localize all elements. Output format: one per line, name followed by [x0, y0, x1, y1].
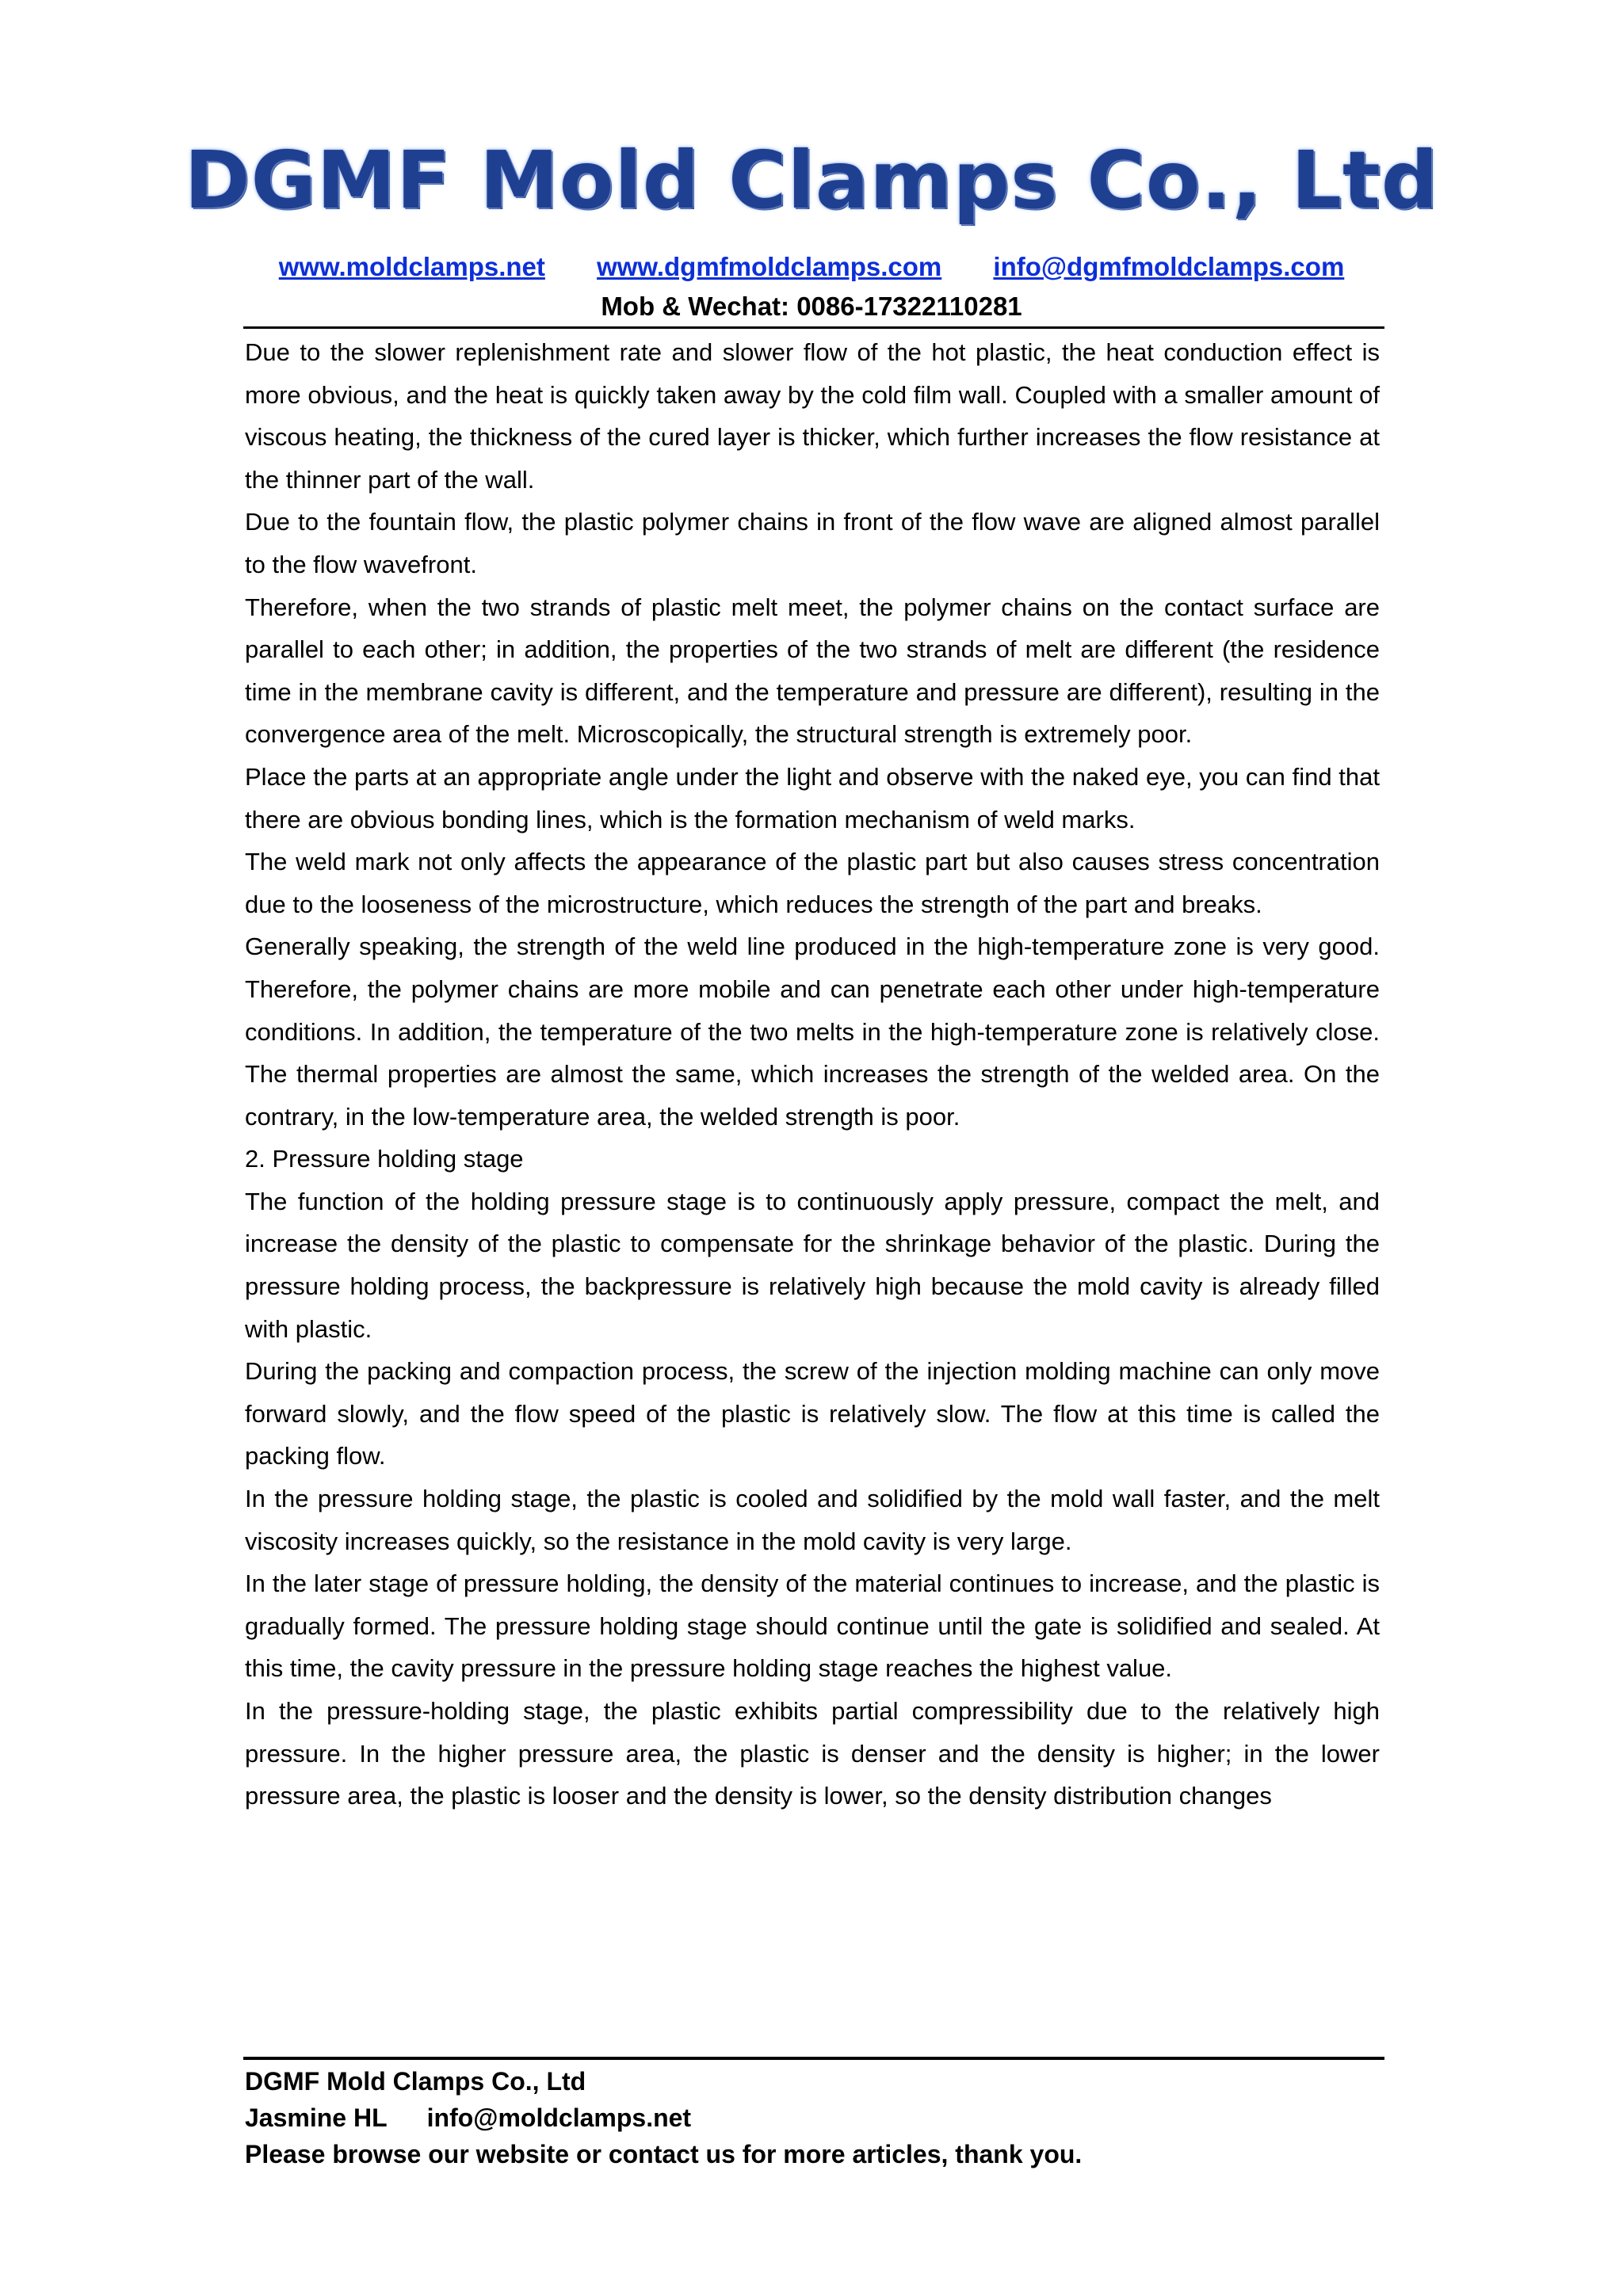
page-footer [245, 2063, 1380, 2172]
footer-email: info@moldclamps.net [426, 2103, 692, 2132]
article-body [245, 331, 1380, 1817]
website-link-1[interactable]: www.moldclamps.net [278, 252, 545, 281]
paragraph: In the pressure holding stage, the plastic is cooled and solidified by the mold wall faster, and the melt viscosity increases quickly, so the resistance in the mold cavity is very large. [245, 1485, 1380, 1555]
paragraph: Generally speaking, the strength of the weld line produced in the high-temperature zone is very good. Therefore, the polymer chains are more mobile and can penetrate each other under high-temperature conditions. In addition, the temperature of the two melts in the high-temperature zone is relatively close. The thermal properties are almost the same, which increases the strength of the welded area. On the contrary, in the low-temperature area, the welded strength is poor. [245, 933, 1380, 1131]
footer-contact [245, 2100, 1380, 2136]
footer-note: Please browse our website or contact us for more articles, thank you. [245, 2140, 1083, 2168]
email-link[interactable]: info@dgmfmoldclamps.com [993, 252, 1345, 281]
paragraph: Due to the fountain flow, the plastic polymer chains in front of the flow wave are aligned almost parallel to the flow wavefront. [245, 508, 1380, 578]
paragraph: Therefore, when the two strands of plastic melt meet, the polymer chains on the contact surface are parallel to each other; in addition, the properties of the two strands of melt are different (the residence time in the membrane cavity is different, and the temperature and pressure are different), resulting in the convergence area of the melt. Microscopically, the structural strength is extremely poor. [245, 593, 1380, 749]
header-divider [243, 326, 1384, 329]
header-links [0, 252, 1623, 282]
contact-phone: Mob & Wechat: 0086-17322110281 [601, 292, 1022, 321]
company-logo: DGMF Mold Clamps Co., Ltd [184, 134, 1439, 227]
paragraph: The function of the holding pressure stage is to continuously apply pressure, compact the melt, and increase the density of the plastic to compensate for the shrinkage behavior of the plastic. During the pressure holding process, the backpressure is relatively high because the mold cavity is already filled with plastic. [245, 1187, 1380, 1343]
website-link-2[interactable]: www.dgmfmoldclamps.com [597, 252, 942, 281]
paragraph: The weld mark not only affects the appearance of the plastic part but also causes stress concentration due to the looseness of the microstructure, which reduces the strength of the part and breaks. [245, 848, 1380, 918]
paragraph: Due to the slower replenishment rate and slower flow of the hot plastic, the heat conduction effect is more obvious, and the heat is quickly taken away by the cold film wall. Coupled with a smaller amount of viscous heating, the thickness of the cured layer is thicker, which further increases the flow resistance at the thinner part of the wall. [245, 338, 1380, 494]
footer-divider [243, 2057, 1384, 2060]
paragraph: Place the parts at an appropriate angle under the light and observe with the naked eye, you can find that there are obvious bonding lines, which is the formation mechanism of weld marks. [245, 762, 1380, 833]
paragraph: During the packing and compaction process, the screw of the injection molding machine can only move forward slowly, and the flow speed of the plastic is relatively slow. The flow at this time is called the packing flow. [245, 1357, 1380, 1470]
paragraph: In the later stage of pressure holding, the density of the material continues to increase, and the plastic is gradually formed. The pressure holding stage should continue until the gate is solidified and sealed. At this time, the cavity pressure in the pressure holding stage reaches the highest value. [245, 1569, 1380, 1683]
footer-company: DGMF Mold Clamps Co., Ltd [245, 2067, 586, 2096]
footer-person: Jasmine HL [245, 2103, 388, 2132]
section-heading: 2. Pressure holding stage [245, 1145, 524, 1173]
paragraph: In the pressure-holding stage, the plastic exhibits partial compressibility due to the relatively high pressure. In the higher pressure area, the plastic is denser and the density is higher; in the lower pressure area, the plastic is looser and the density is lower, so the density distribution changes [245, 1697, 1380, 1810]
